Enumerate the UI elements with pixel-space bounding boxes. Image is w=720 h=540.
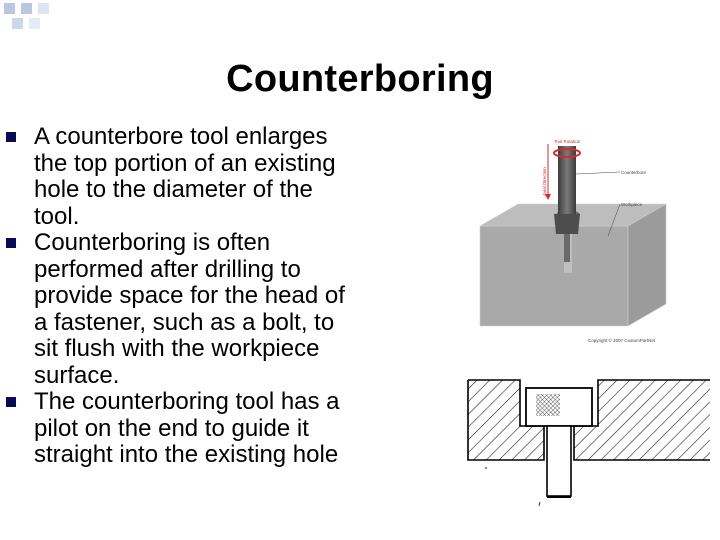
bullet-text: A counterbore tool enlarges the top portion of an existing hole to the diameter of the tool. (34, 123, 336, 230)
bolt-head-shading (536, 394, 560, 416)
label-axial-direction: Axial Direction (542, 167, 547, 196)
slide-title: Counterboring (226, 58, 494, 100)
copyright-text: Copyright © 2007 CustomPartNet (588, 338, 656, 343)
label-workpiece: Workpiece (621, 202, 643, 207)
square-bullet-icon (6, 397, 16, 407)
bullet-text: Counterboring is often performed after drilling to provide space for the head of a fastener, such as a bolt, to sit flush with the workpiece surface. (34, 229, 345, 389)
label-tool-rotation: Tool Rotation (554, 139, 581, 144)
bullet-text: The counterboring tool has a pilot on the end to guide it straight into the existing hole (34, 388, 340, 468)
square-bullet-icon (6, 238, 16, 248)
bullet-item (6, 124, 426, 230)
counterbore-pilot (564, 234, 570, 262)
bolt-shank (547, 426, 571, 496)
label-counterbore: Counterbore (621, 170, 647, 175)
counterbore-3d-illustration (478, 136, 678, 348)
bullet-list (6, 124, 426, 469)
corner-decoration (0, 0, 60, 40)
counterbore-cutter (554, 214, 580, 234)
bullet-item (6, 389, 426, 469)
workpiece-front-face (480, 226, 628, 326)
bullet-item (6, 230, 426, 389)
square-bullet-icon (6, 132, 16, 142)
counterbore-cross-section (466, 378, 712, 510)
